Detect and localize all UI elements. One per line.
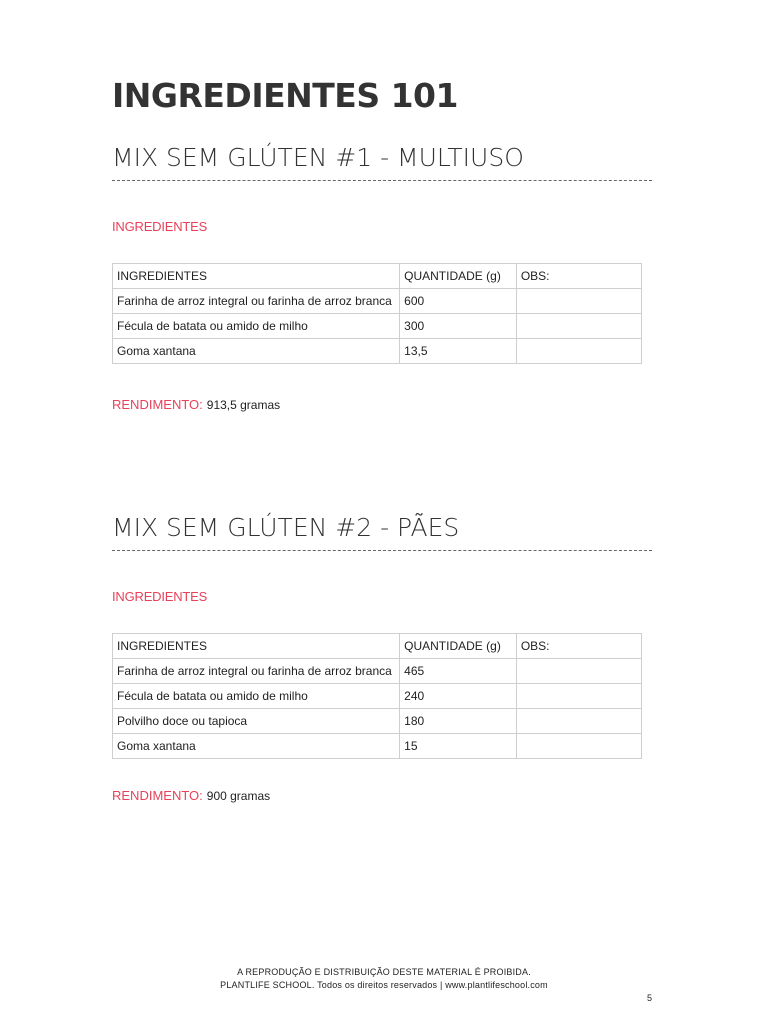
header-quantity: QUANTIDADE (g)	[400, 264, 517, 289]
yield-line	[112, 788, 270, 803]
ingredient-name: Fécula de batata ou amido de milho	[113, 314, 400, 339]
page-title: INGREDIENTES 101	[112, 76, 458, 115]
table-row	[113, 314, 642, 339]
ingredient-obs	[516, 659, 641, 684]
ingredient-obs	[516, 684, 641, 709]
yield-value: 913,5 gramas	[206, 398, 281, 412]
ingredients-subheading: INGREDIENTES	[112, 589, 208, 604]
yield-line	[112, 397, 280, 412]
table-header-row	[113, 264, 642, 289]
ingredient-obs	[516, 289, 641, 314]
ingredient-quantity: 600	[400, 289, 517, 314]
ingredient-quantity: 13,5	[400, 339, 517, 364]
header-ingredients: INGREDIENTES	[113, 264, 400, 289]
table-row	[113, 734, 642, 759]
ingredient-obs	[516, 314, 641, 339]
section-title: MIX SEM GLÚTEN #1 - MULTIUSO	[112, 143, 524, 172]
table-row	[113, 709, 642, 734]
ingredients-table	[112, 633, 642, 759]
ingredient-quantity: 15	[400, 734, 517, 759]
header-obs: OBS:	[516, 634, 641, 659]
header-ingredients: INGREDIENTES	[113, 634, 400, 659]
ingredient-name: Farinha de arroz integral ou farinha de arroz branca	[113, 289, 400, 314]
ingredient-obs	[516, 339, 641, 364]
header-quantity: QUANTIDADE (g)	[400, 634, 517, 659]
ingredient-quantity: 180	[400, 709, 517, 734]
table-row	[113, 659, 642, 684]
ingredient-name: Fécula de batata ou amido de milho	[113, 684, 400, 709]
ingredient-obs	[516, 709, 641, 734]
ingredients-table	[112, 263, 642, 364]
ingredient-quantity: 465	[400, 659, 517, 684]
ingredient-name: Goma xantana	[113, 339, 400, 364]
ingredient-name: Polvilho doce ou tapioca	[113, 709, 400, 734]
ingredient-name: Goma xantana	[113, 734, 400, 759]
table-row	[113, 684, 642, 709]
section-title: MIX SEM GLÚTEN #2 - PÃES	[112, 513, 460, 542]
yield-label: RENDIMENTO:	[112, 788, 203, 803]
section-divider	[112, 180, 652, 181]
header-obs: OBS:	[516, 264, 641, 289]
ingredient-quantity: 240	[400, 684, 517, 709]
page-number: 5	[647, 993, 653, 1003]
yield-label: RENDIMENTO:	[112, 397, 203, 412]
table-row	[113, 339, 642, 364]
section-mix-1	[112, 140, 652, 430]
yield-value: 900 gramas	[206, 789, 271, 803]
section-divider	[112, 550, 652, 551]
section-mix-2	[112, 510, 652, 810]
table-header-row	[113, 634, 642, 659]
ingredient-obs	[516, 734, 641, 759]
ingredients-subheading: INGREDIENTES	[112, 219, 208, 234]
ingredient-name: Farinha de arroz integral ou farinha de arroz branca	[113, 659, 400, 684]
ingredient-quantity: 300	[400, 314, 517, 339]
footer-copyright-notice: A REPRODUÇÃO E DISTRIBUIÇÃO DESTE MATERIAL É PROIBIDA.	[237, 967, 531, 977]
footer-rights-line: PLANTLIFE SCHOOL. Todos os direitos reservados | www.plantlifeschool.com	[220, 980, 548, 990]
footer	[0, 966, 768, 992]
table-row	[113, 289, 642, 314]
